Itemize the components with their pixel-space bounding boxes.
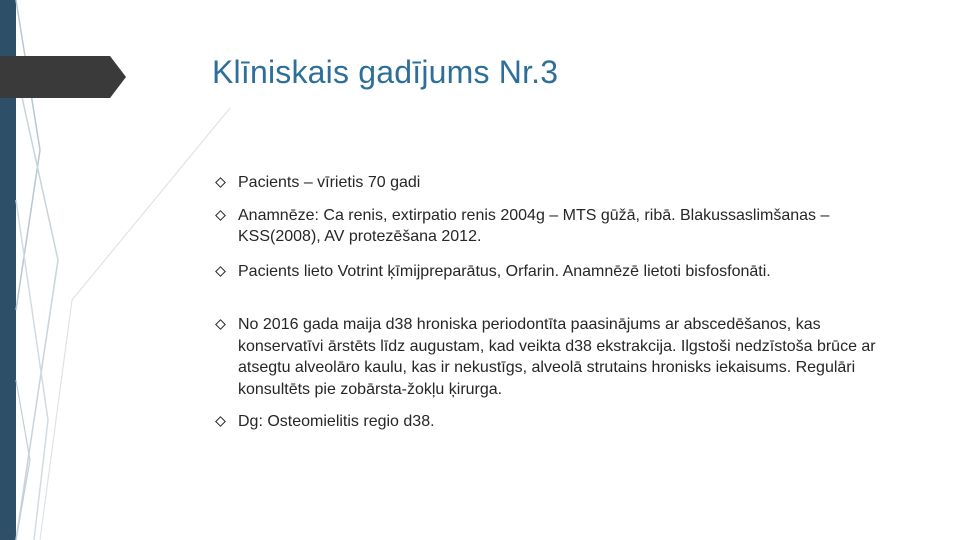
bullet-item (212, 261, 902, 283)
bullet-text: No 2016 gada maija d38 hroniska periodontīta paasinājums ar abscedēšanos, kas konservatīvi ārstēts līdz augustam, kad veikta d38 ekstrakcija. Ilgstoši nedzīstoša brūce ar atsegtu alveolāro kaulu, kas ir nekustīgs, alveolā strutains hronisks iekaisums. Regulāri konsultēts pie zobārsta-žokļu ķirurga. (238, 316, 876, 398)
bullet-item (212, 314, 902, 400)
slide-title: Klīniskais gadījums Nr.3 (212, 54, 559, 90)
bullet-text: Anamnēze: Ca renis, extirpatio renis 2004g – MTS gūžā, ribā. Blakussaslimšanas – KSS(2008), AV protezēšana 2012. (238, 206, 830, 245)
bullet-text: Dg: Osteomielitis regio d38. (238, 413, 435, 430)
bullet-item (212, 411, 902, 433)
bullet-text: Pacients lieto Votrint ķīmijpreparātus, Orfarin. Anamnēzē lietoti bisfosfonāti. (238, 262, 771, 280)
bullet-item (212, 172, 902, 194)
diamond-outline-icon (212, 205, 228, 226)
bullet-text: Pacients – vīrietis 70 gadi (238, 174, 421, 191)
diamond-outline-icon (212, 314, 228, 335)
diamond-outline-icon (212, 411, 228, 432)
title-arrow-shape (0, 56, 126, 98)
diamond-outline-icon (212, 172, 228, 193)
bullet-item (212, 205, 902, 248)
diamond-outline-icon (212, 261, 228, 282)
bullet-list (212, 172, 902, 433)
